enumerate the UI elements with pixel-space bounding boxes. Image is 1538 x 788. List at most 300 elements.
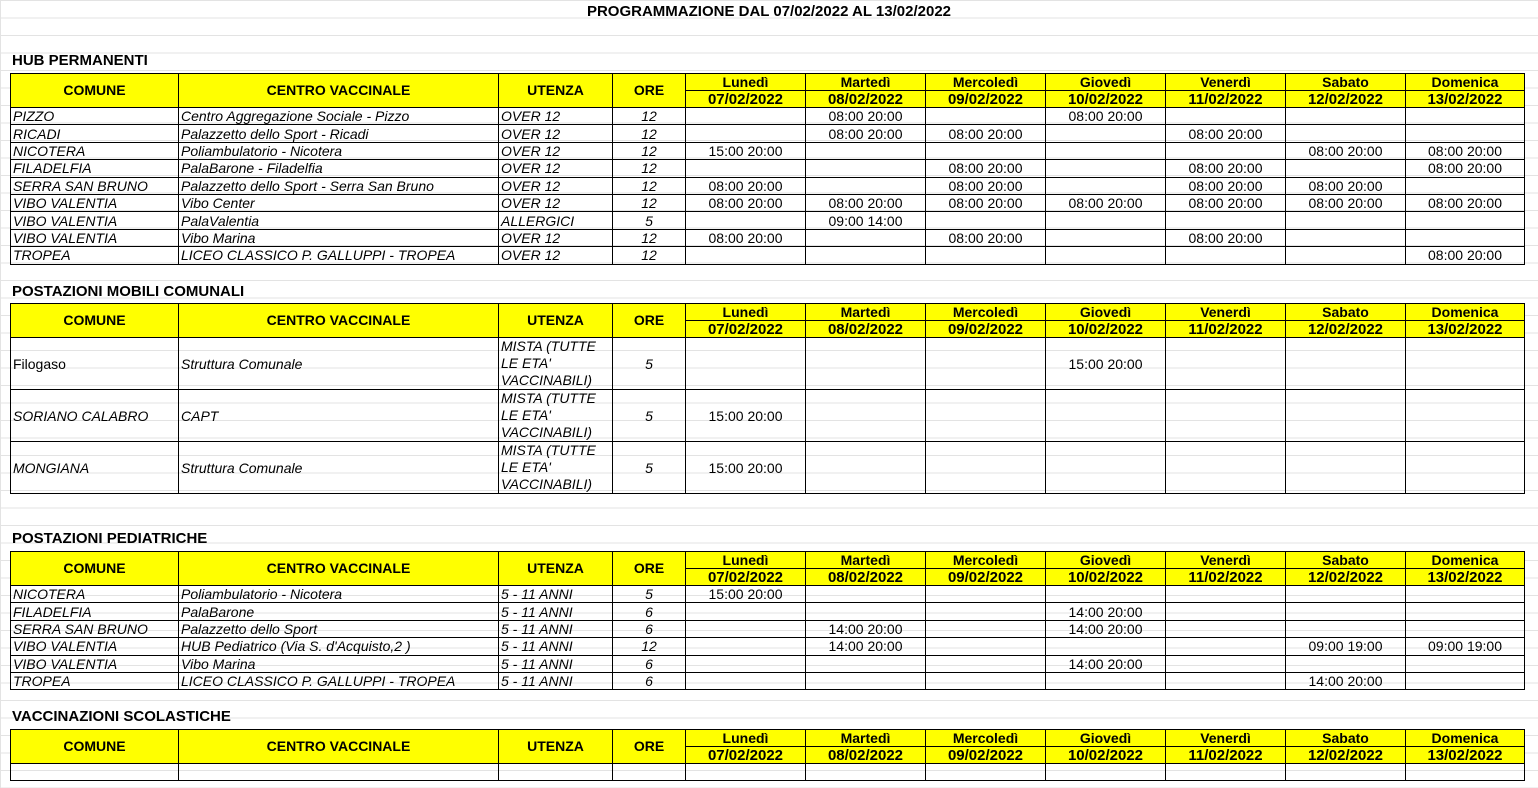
- cell-ore: 5: [613, 390, 686, 442]
- header-date: 13/02/2022: [1406, 91, 1525, 108]
- cell-comune: VIBO VALENTIA: [11, 655, 179, 672]
- cell-time-slot: 15:00 20:00: [686, 142, 806, 159]
- header-utenza: UTENZA: [499, 74, 613, 108]
- header-day: Domenica: [1406, 74, 1525, 91]
- header-date: 10/02/2022: [1046, 747, 1166, 764]
- cell-time-slot: [1166, 586, 1286, 603]
- cell-ore: 12: [613, 160, 686, 177]
- empty-cell: [499, 764, 613, 781]
- cell-utenza: 5 - 11 ANNI: [499, 638, 613, 655]
- cell-time-slot: [686, 638, 806, 655]
- cell-time-slot: [1166, 108, 1286, 125]
- cell-time-slot: [806, 229, 926, 246]
- cell-centro-vaccinale: CAPT: [179, 390, 499, 442]
- cell-ore: 12: [613, 194, 686, 211]
- cell-time-slot: [1286, 603, 1406, 620]
- cell-ore: 12: [613, 177, 686, 194]
- cell-centro-vaccinale: PalaBarone - Filadelfia: [179, 160, 499, 177]
- cell-time-slot: [686, 338, 806, 390]
- header-day: Giovedì: [1046, 74, 1166, 91]
- cell-time-slot: [1286, 620, 1406, 637]
- header-ore: ORE: [613, 74, 686, 108]
- cell-centro-vaccinale: HUB Pediatrico (Via S. d'Acquisto,2 ): [179, 638, 499, 655]
- cell-time-slot: [806, 247, 926, 264]
- table-row: [11, 442, 1525, 494]
- cell-centro-vaccinale: Palazzetto dello Sport: [179, 620, 499, 637]
- section-title-postazioni-mobili: POSTAZIONI MOBILI COMUNALI: [12, 283, 245, 300]
- cell-time-slot: 08:00 20:00: [1286, 194, 1406, 211]
- header-centro-vaccinale: CENTRO VACCINALE: [179, 74, 499, 108]
- cell-ore: 6: [613, 655, 686, 672]
- header-ore: ORE: [613, 304, 686, 338]
- table-hub-permanenti: [10, 73, 1525, 265]
- header-date: 13/02/2022: [1406, 569, 1525, 586]
- cell-centro-vaccinale: Struttura Comunale: [179, 338, 499, 390]
- header-day: Martedì: [806, 552, 926, 569]
- section-title-postazioni-pediatriche: POSTAZIONI PEDIATRICHE: [12, 530, 208, 547]
- cell-time-slot: [806, 177, 926, 194]
- cell-time-slot: [806, 586, 926, 603]
- table-row: [11, 142, 1525, 159]
- header-day: Giovedì: [1046, 304, 1166, 321]
- cell-time-slot: [926, 586, 1046, 603]
- header-day: Venerdì: [1166, 304, 1286, 321]
- cell-time-slot: [1046, 212, 1166, 229]
- cell-time-slot: [1286, 338, 1406, 390]
- cell-comune: TROPEA: [11, 672, 179, 689]
- cell-time-slot: 08:00 20:00: [1406, 247, 1525, 264]
- cell-ore: 6: [613, 672, 686, 689]
- cell-time-slot: 09:00 19:00: [1286, 638, 1406, 655]
- header-day: Martedì: [806, 730, 926, 747]
- header-ore: ORE: [613, 552, 686, 586]
- header-date: 08/02/2022: [806, 747, 926, 764]
- cell-ore: 12: [613, 142, 686, 159]
- cell-time-slot: 08:00 20:00: [926, 177, 1046, 194]
- cell-time-slot: [1046, 442, 1166, 494]
- cell-time-slot: 08:00 20:00: [1166, 229, 1286, 246]
- cell-time-slot: [806, 390, 926, 442]
- cell-time-slot: 08:00 20:00: [1166, 194, 1286, 211]
- cell-time-slot: [1406, 620, 1525, 637]
- cell-utenza: 5 - 11 ANNI: [499, 672, 613, 689]
- cell-centro-vaccinale: Palazzetto dello Sport - Ricadi: [179, 125, 499, 142]
- cell-time-slot: 14:00 20:00: [1286, 672, 1406, 689]
- header-date: 09/02/2022: [926, 569, 1046, 586]
- table-row: [11, 764, 1525, 781]
- header-comune: COMUNE: [11, 552, 179, 586]
- cell-time-slot: [1286, 390, 1406, 442]
- cell-time-slot: [1046, 125, 1166, 142]
- cell-time-slot: [1406, 229, 1525, 246]
- section-title-hub-permanenti: HUB PERMANENTI: [12, 52, 148, 69]
- cell-time-slot: [1046, 390, 1166, 442]
- section-title-vaccinazioni-scolastiche: VACCINAZIONI SCOLASTICHE: [12, 708, 231, 725]
- cell-time-slot: 14:00 20:00: [806, 638, 926, 655]
- header-date: 07/02/2022: [686, 321, 806, 338]
- header-date: 10/02/2022: [1046, 321, 1166, 338]
- cell-comune: SORIANO CALABRO: [11, 390, 179, 442]
- cell-utenza: 5 - 11 ANNI: [499, 603, 613, 620]
- cell-ore: 12: [613, 125, 686, 142]
- cell-utenza: OVER 12: [499, 142, 613, 159]
- cell-utenza: MISTA (TUTTE LE ETA' VACCINABILI): [499, 442, 613, 494]
- cell-time-slot: [1406, 108, 1525, 125]
- header-day: Lunedì: [686, 304, 806, 321]
- cell-time-slot: 15:00 20:00: [686, 586, 806, 603]
- cell-time-slot: [1046, 229, 1166, 246]
- table-row: [11, 620, 1525, 637]
- cell-time-slot: [926, 638, 1046, 655]
- table-vaccinazioni-scolastiche: [10, 729, 1525, 781]
- cell-time-slot: [806, 603, 926, 620]
- cell-time-slot: [686, 247, 806, 264]
- cell-centro-vaccinale: Centro Aggregazione Sociale - Pizzo: [179, 108, 499, 125]
- table-row: [11, 108, 1525, 125]
- header-day: Lunedì: [686, 730, 806, 747]
- cell-utenza: ALLERGICI: [499, 212, 613, 229]
- table-row: [11, 177, 1525, 194]
- cell-ore: 5: [613, 442, 686, 494]
- header-day: Venerdì: [1166, 730, 1286, 747]
- header-day: Martedì: [806, 74, 926, 91]
- cell-time-slot: [686, 603, 806, 620]
- header-day: Venerdì: [1166, 74, 1286, 91]
- header-centro-vaccinale: CENTRO VACCINALE: [179, 730, 499, 764]
- cell-time-slot: 08:00 20:00: [926, 194, 1046, 211]
- header-date: 11/02/2022: [1166, 747, 1286, 764]
- cell-time-slot: [1286, 442, 1406, 494]
- cell-time-slot: 08:00 20:00: [686, 177, 806, 194]
- cell-ore: 12: [613, 108, 686, 125]
- cell-time-slot: 08:00 20:00: [926, 160, 1046, 177]
- cell-ore: 6: [613, 620, 686, 637]
- cell-utenza: 5 - 11 ANNI: [499, 586, 613, 603]
- cell-utenza: OVER 12: [499, 229, 613, 246]
- cell-time-slot: 15:00 20:00: [686, 390, 806, 442]
- table-row: [11, 125, 1525, 142]
- cell-comune: VIBO VALENTIA: [11, 229, 179, 246]
- cell-time-slot: [1286, 212, 1406, 229]
- cell-ore: 5: [613, 586, 686, 603]
- cell-comune: MONGIANA: [11, 442, 179, 494]
- empty-cell: [1166, 764, 1286, 781]
- header-date: 12/02/2022: [1286, 321, 1406, 338]
- cell-comune: RICADI: [11, 125, 179, 142]
- page-title: PROGRAMMAZIONE DAL 07/02/2022 AL 13/02/2022: [586, 3, 952, 20]
- cell-time-slot: [926, 390, 1046, 442]
- empty-cell: [686, 764, 806, 781]
- header-utenza: UTENZA: [499, 730, 613, 764]
- header-day: Lunedì: [686, 552, 806, 569]
- empty-cell: [1046, 764, 1166, 781]
- cell-utenza: OVER 12: [499, 177, 613, 194]
- cell-time-slot: [1166, 442, 1286, 494]
- cell-time-slot: [1166, 638, 1286, 655]
- empty-cell: [613, 764, 686, 781]
- cell-comune: Filogaso: [11, 338, 179, 390]
- cell-ore: 12: [613, 638, 686, 655]
- cell-time-slot: [806, 160, 926, 177]
- cell-time-slot: 08:00 20:00: [1286, 177, 1406, 194]
- cell-time-slot: [1406, 672, 1525, 689]
- cell-time-slot: 08:00 20:00: [1046, 194, 1166, 211]
- table-row: [11, 390, 1525, 442]
- header-date: 13/02/2022: [1406, 321, 1525, 338]
- header-date: 09/02/2022: [926, 91, 1046, 108]
- header-ore: ORE: [613, 730, 686, 764]
- header-date: 08/02/2022: [806, 321, 926, 338]
- header-day: Sabato: [1286, 730, 1406, 747]
- empty-cell: [179, 764, 499, 781]
- cell-time-slot: 08:00 20:00: [1406, 142, 1525, 159]
- cell-time-slot: [926, 655, 1046, 672]
- cell-utenza: OVER 12: [499, 160, 613, 177]
- cell-time-slot: 09:00 19:00: [1406, 638, 1525, 655]
- cell-utenza: 5 - 11 ANNI: [499, 620, 613, 637]
- cell-time-slot: [1406, 586, 1525, 603]
- empty-cell: [1406, 764, 1525, 781]
- cell-time-slot: 15:00 20:00: [1046, 338, 1166, 390]
- header-day: Sabato: [1286, 552, 1406, 569]
- header-day: Sabato: [1286, 74, 1406, 91]
- cell-time-slot: [686, 212, 806, 229]
- header-day: Mercoledì: [926, 730, 1046, 747]
- cell-time-slot: 08:00 20:00: [806, 108, 926, 125]
- header-comune: COMUNE: [11, 304, 179, 338]
- cell-time-slot: [1166, 390, 1286, 442]
- table-row: [11, 586, 1525, 603]
- cell-utenza: OVER 12: [499, 108, 613, 125]
- cell-comune: NICOTERA: [11, 586, 179, 603]
- cell-ore: 12: [613, 247, 686, 264]
- cell-time-slot: [686, 620, 806, 637]
- cell-time-slot: 15:00 20:00: [686, 442, 806, 494]
- cell-ore: 5: [613, 338, 686, 390]
- cell-comune: NICOTERA: [11, 142, 179, 159]
- cell-time-slot: [1046, 247, 1166, 264]
- cell-comune: FILADELFIA: [11, 603, 179, 620]
- header-day: Giovedì: [1046, 552, 1166, 569]
- cell-centro-vaccinale: PalaValentia: [179, 212, 499, 229]
- cell-time-slot: [686, 160, 806, 177]
- header-centro-vaccinale: CENTRO VACCINALE: [179, 552, 499, 586]
- cell-time-slot: [686, 655, 806, 672]
- cell-time-slot: 08:00 20:00: [806, 125, 926, 142]
- cell-time-slot: [1166, 247, 1286, 264]
- header-day: Lunedì: [686, 74, 806, 91]
- table-row: [11, 247, 1525, 264]
- cell-time-slot: [1166, 603, 1286, 620]
- cell-time-slot: 08:00 20:00: [1166, 160, 1286, 177]
- cell-time-slot: [806, 142, 926, 159]
- cell-time-slot: [686, 672, 806, 689]
- cell-time-slot: [1286, 655, 1406, 672]
- cell-time-slot: [926, 247, 1046, 264]
- header-centro-vaccinale: CENTRO VACCINALE: [179, 304, 499, 338]
- cell-comune: SERRA SAN BRUNO: [11, 620, 179, 637]
- cell-time-slot: [1046, 160, 1166, 177]
- cell-time-slot: [926, 603, 1046, 620]
- table-row: [11, 638, 1525, 655]
- header-date: 12/02/2022: [1286, 91, 1406, 108]
- header-day: Domenica: [1406, 304, 1525, 321]
- cell-time-slot: [1166, 672, 1286, 689]
- table-row: [11, 603, 1525, 620]
- cell-time-slot: [1046, 177, 1166, 194]
- table-row: [11, 194, 1525, 211]
- cell-time-slot: [1286, 160, 1406, 177]
- table-row: [11, 160, 1525, 177]
- cell-time-slot: 08:00 20:00: [1406, 194, 1525, 211]
- cell-time-slot: [1046, 586, 1166, 603]
- cell-time-slot: 08:00 20:00: [1046, 108, 1166, 125]
- cell-comune: TROPEA: [11, 247, 179, 264]
- cell-time-slot: [1406, 603, 1525, 620]
- header-date: 11/02/2022: [1166, 321, 1286, 338]
- cell-time-slot: [1406, 655, 1525, 672]
- header-date: 08/02/2022: [806, 91, 926, 108]
- cell-time-slot: [926, 442, 1046, 494]
- cell-time-slot: 14:00 20:00: [1046, 603, 1166, 620]
- header-day: Martedì: [806, 304, 926, 321]
- cell-time-slot: [806, 442, 926, 494]
- header-date: 07/02/2022: [686, 747, 806, 764]
- cell-comune: PIZZO: [11, 108, 179, 125]
- cell-time-slot: 08:00 20:00: [1166, 177, 1286, 194]
- cell-centro-vaccinale: LICEO CLASSICO P. GALLUPPI - TROPEA: [179, 247, 499, 264]
- cell-utenza: 5 - 11 ANNI: [499, 655, 613, 672]
- cell-time-slot: [1166, 620, 1286, 637]
- header-date: 07/02/2022: [686, 569, 806, 586]
- header-date: 11/02/2022: [1166, 91, 1286, 108]
- header-date: 10/02/2022: [1046, 91, 1166, 108]
- cell-time-slot: 08:00 20:00: [1166, 125, 1286, 142]
- cell-ore: 6: [613, 603, 686, 620]
- cell-time-slot: 09:00 14:00: [806, 212, 926, 229]
- cell-time-slot: [806, 655, 926, 672]
- cell-utenza: OVER 12: [499, 247, 613, 264]
- header-day: Giovedì: [1046, 730, 1166, 747]
- cell-time-slot: [1286, 229, 1406, 246]
- empty-cell: [926, 764, 1046, 781]
- cell-time-slot: 08:00 20:00: [686, 229, 806, 246]
- cell-time-slot: [926, 620, 1046, 637]
- cell-time-slot: [1406, 212, 1525, 229]
- cell-utenza: OVER 12: [499, 194, 613, 211]
- header-date: 11/02/2022: [1166, 569, 1286, 586]
- cell-time-slot: [926, 108, 1046, 125]
- empty-cell: [1286, 764, 1406, 781]
- cell-time-slot: [1286, 125, 1406, 142]
- header-day: Mercoledì: [926, 552, 1046, 569]
- cell-time-slot: 14:00 20:00: [1046, 655, 1166, 672]
- cell-comune: VIBO VALENTIA: [11, 638, 179, 655]
- cell-centro-vaccinale: Vibo Center: [179, 194, 499, 211]
- cell-comune: FILADELFIA: [11, 160, 179, 177]
- cell-centro-vaccinale: LICEO CLASSICO P. GALLUPPI - TROPEA: [179, 672, 499, 689]
- header-date: 13/02/2022: [1406, 747, 1525, 764]
- cell-time-slot: 08:00 20:00: [1406, 160, 1525, 177]
- cell-time-slot: [926, 672, 1046, 689]
- cell-time-slot: [806, 672, 926, 689]
- header-date: 10/02/2022: [1046, 569, 1166, 586]
- cell-time-slot: [1406, 390, 1525, 442]
- cell-time-slot: [686, 108, 806, 125]
- cell-time-slot: [926, 338, 1046, 390]
- table-row: [11, 212, 1525, 229]
- cell-time-slot: [926, 212, 1046, 229]
- cell-centro-vaccinale: Struttura Comunale: [179, 442, 499, 494]
- table-postazioni-pediatriche: [10, 551, 1525, 690]
- table-row: [11, 229, 1525, 246]
- cell-time-slot: [686, 125, 806, 142]
- cell-centro-vaccinale: Poliambulatorio - Nicotera: [179, 142, 499, 159]
- cell-time-slot: [1166, 142, 1286, 159]
- cell-ore: 5: [613, 212, 686, 229]
- header-day: Domenica: [1406, 730, 1525, 747]
- cell-ore: 12: [613, 229, 686, 246]
- cell-time-slot: [1406, 338, 1525, 390]
- cell-time-slot: [1406, 442, 1525, 494]
- cell-time-slot: 08:00 20:00: [926, 229, 1046, 246]
- cell-time-slot: [1046, 142, 1166, 159]
- header-date: 12/02/2022: [1286, 747, 1406, 764]
- cell-time-slot: [1046, 672, 1166, 689]
- cell-centro-vaccinale: Poliambulatorio - Nicotera: [179, 586, 499, 603]
- cell-centro-vaccinale: PalaBarone: [179, 603, 499, 620]
- cell-comune: VIBO VALENTIA: [11, 194, 179, 211]
- header-date: 08/02/2022: [806, 569, 926, 586]
- cell-time-slot: 08:00 20:00: [686, 194, 806, 211]
- cell-time-slot: 14:00 20:00: [806, 620, 926, 637]
- header-day: Mercoledì: [926, 74, 1046, 91]
- header-day: Sabato: [1286, 304, 1406, 321]
- cell-time-slot: [1406, 125, 1525, 142]
- cell-utenza: MISTA (TUTTE LE ETA' VACCINABILI): [499, 338, 613, 390]
- header-date: 09/02/2022: [926, 321, 1046, 338]
- header-day: Domenica: [1406, 552, 1525, 569]
- cell-time-slot: 08:00 20:00: [806, 194, 926, 211]
- cell-centro-vaccinale: Vibo Marina: [179, 229, 499, 246]
- cell-time-slot: [1166, 655, 1286, 672]
- cell-time-slot: [806, 338, 926, 390]
- header-utenza: UTENZA: [499, 552, 613, 586]
- cell-centro-vaccinale: Palazzetto dello Sport - Serra San Bruno: [179, 177, 499, 194]
- empty-cell: [806, 764, 926, 781]
- header-comune: COMUNE: [11, 74, 179, 108]
- cell-time-slot: [1286, 247, 1406, 264]
- header-day: Mercoledì: [926, 304, 1046, 321]
- cell-time-slot: [1166, 338, 1286, 390]
- cell-comune: VIBO VALENTIA: [11, 212, 179, 229]
- cell-time-slot: 08:00 20:00: [926, 125, 1046, 142]
- cell-time-slot: [926, 142, 1046, 159]
- cell-time-slot: [1046, 638, 1166, 655]
- table-row: [11, 655, 1525, 672]
- cell-utenza: OVER 12: [499, 125, 613, 142]
- table-row: [11, 672, 1525, 689]
- table-row: [11, 338, 1525, 390]
- cell-centro-vaccinale: Vibo Marina: [179, 655, 499, 672]
- cell-time-slot: 14:00 20:00: [1046, 620, 1166, 637]
- empty-cell: [11, 764, 179, 781]
- header-day: Venerdì: [1166, 552, 1286, 569]
- cell-time-slot: [1286, 586, 1406, 603]
- cell-time-slot: [1406, 177, 1525, 194]
- header-date: 12/02/2022: [1286, 569, 1406, 586]
- table-postazioni-mobili: [10, 303, 1525, 494]
